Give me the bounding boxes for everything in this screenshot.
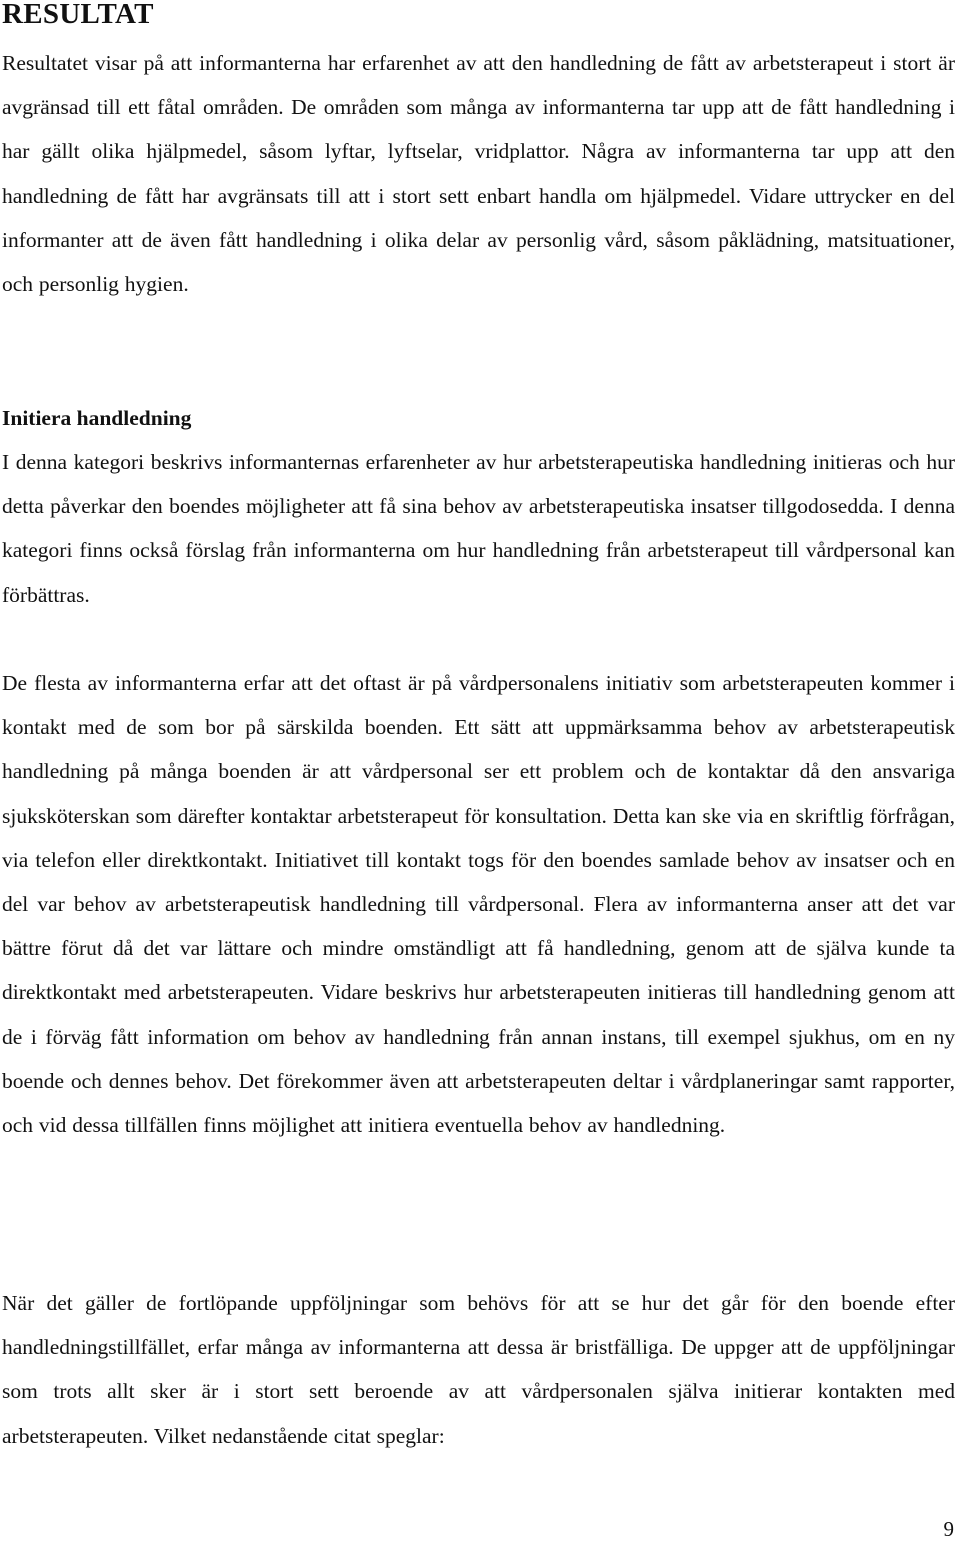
paragraph-results-intro: Resultatet visar på att informanterna har erfarenhet av att den handledning de fått av arbetsterapeut i stort är avgränsad till ett fåtal områden. De områden som många av informanterna tar upp att de fått handledning i har gällt olika hjälpmedel, såsom lyftar, lyftselar, vridplattor. Några av informanterna tar upp att den handledning de fått har avgränsats till att i stort sett enbart handla om hjälpmedel. Vidare uttrycker en del informanter att de även fått handledning i olika delar av personlig vård, såsom påklädning, matsituationer, och personlig hygien. [2, 51, 955, 297]
page-number: 9 [943, 1517, 954, 1541]
paragraph-follow-up: När det gäller de fortlöpande uppföljningar som behövs för att se hur det går för den boende efter handledningstillfället, erfar många av informanterna att dessa är bristfälliga. De uppger att de uppföljningar som trots allt sker är i stort sett beroende av att vårdpersonalen själva initierar kontakten med arbetsterapeuten. Vilket nedanstående citat speglar: [2, 1291, 955, 1448]
section-heading: RESULTAT [2, 0, 154, 30]
paragraph-category-description: I denna kategori beskrivs informanternas erfarenheter av hur arbetsterapeutiska handledning initieras och hur detta påverkar den boendes möjligheter att få sina behov av arbetsterapeutiska insatser tillgodosedda. I denna kategori finns också förslag från informanterna om hur handledning från arbetsterapeut till vårdpersonal kan förbättras. [2, 450, 955, 607]
paragraph-initiation-experiences: De flesta av informanterna erfar att det oftast är på vårdpersonalens initiativ som arbetsterapeuten kommer i kontakt med de som bor på särskilda boenden. Ett sätt att uppmärksamma behov av arbetsterapeutisk handledning på många boenden är att vårdpersonal ser ett problem och de kontaktar då den ansvariga sjuksköterskan som därefter kontaktar arbetsterapeut för konsultation. Detta kan ske via en skriftlig förfrågan, via telefon eller direktkontakt. Initiativet till kontakt togs för den boendes samlade behov av insatser och en del var behov av arbetsterapeutisk handledning till vårdpersonal. Flera av informanterna anser att det var bättre förut då det var lättare och mindre omständligt att få handledning, genom att de själva kunde ta direktkontakt med arbetsterapeuten. Vidare beskrivs hur arbetsterapeuten initieras till handledning genom att de i förväg fått information om behov av handledning från annan instans, till exempel sjukhus, om en ny boende och dennes behov. Det förekommer även att arbetsterapeuten deltar i vårdplaneringar samt rapporter, och vid dessa tillfällen finns möjlighet att initiera eventuella behov av handledning. [2, 671, 955, 1138]
subsection-heading: Initiera handledning [2, 406, 192, 430]
